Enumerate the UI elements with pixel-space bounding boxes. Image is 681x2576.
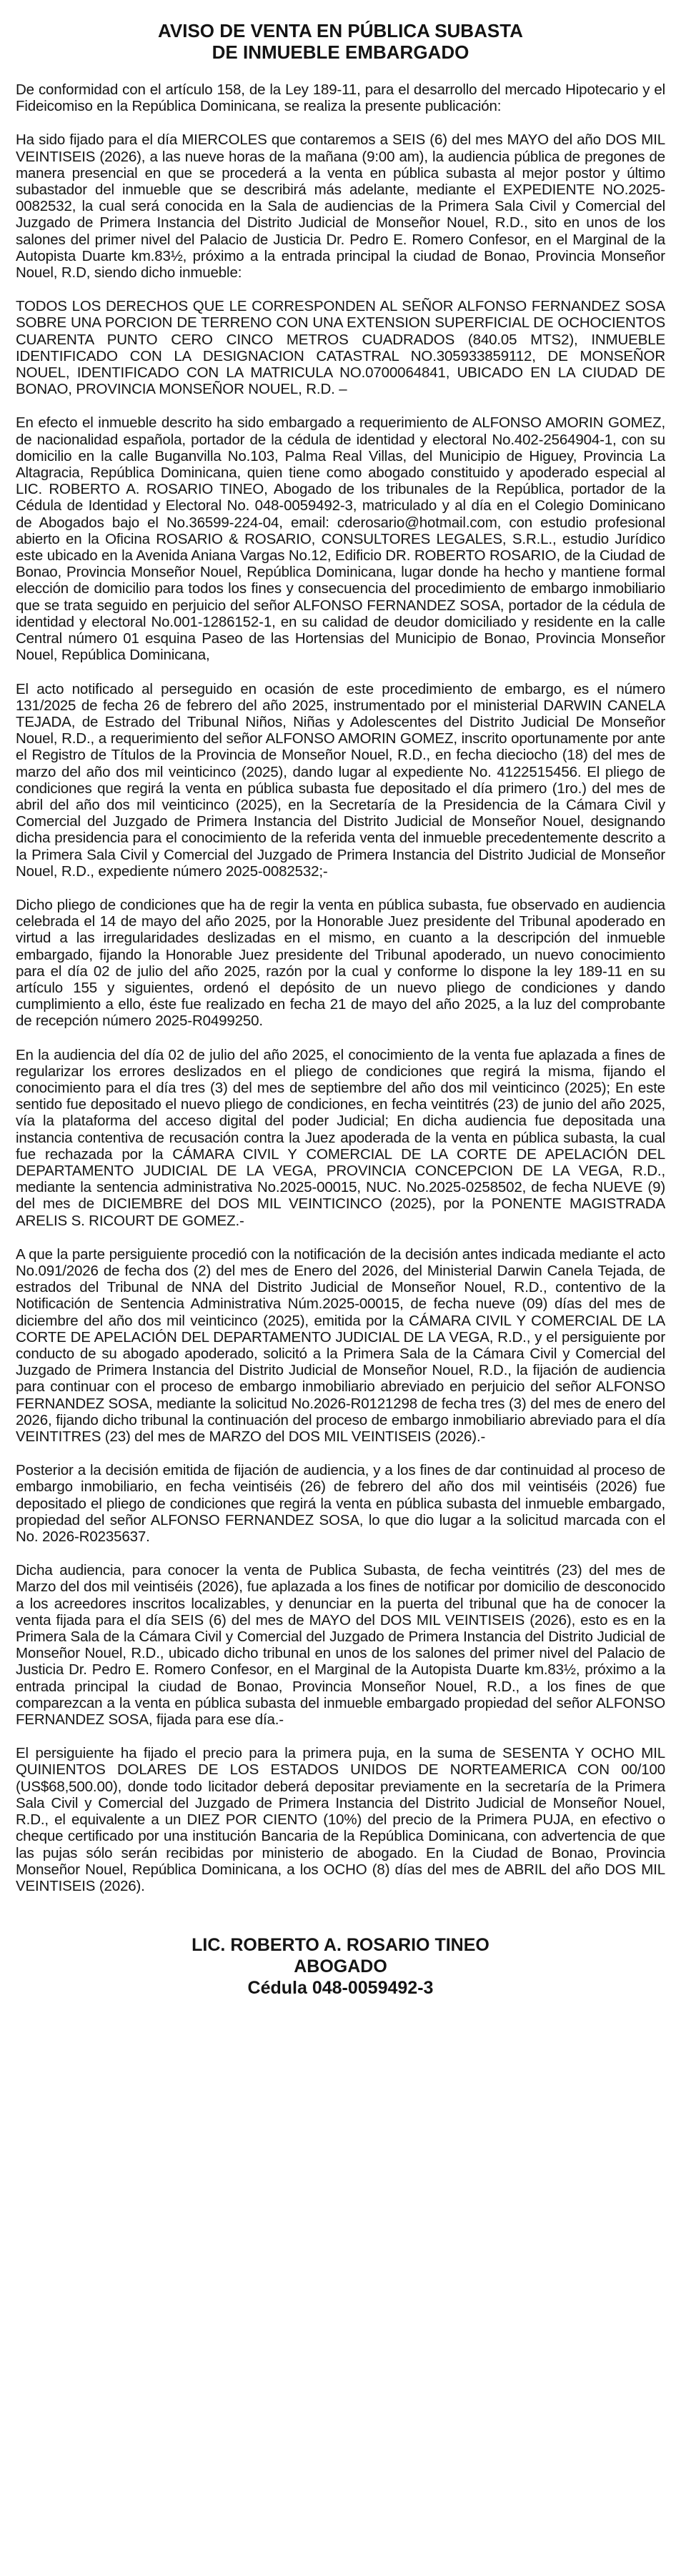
- signatory-name: LIC. ROBERTO A. ROSARIO TINEO: [192, 1935, 489, 1956]
- paragraph-notification-act: El acto notificado al perseguido en ocasión de este procedimiento de embargo, es el número 131/2025 de fecha 26 de febrero del año 2025, instrumentado por el ministerial DARWIN CANELA TEJADA, de Estrado del Tribunal Niños, Niñas y Adolescentes del Distrito Judicial De Monseñor Nouel, R.D., a requerimiento del señor ALFONSO AMORIN GOMEZ, inscrito oportunamente por ante el Registro de Títulos de la Provincia de Monseñor Nouel, R.D., en fecha dieciocho (18) del mes de marzo del año dos mil veinticinco (2025), dando lugar al expediente No. 4122515456. El pliego de condiciones que regirá la venta en pública subasta fue depositado el día primero (1ro.) del mes de abril del año dos mil veinticinco (2025), en la Secretaría de la Presidencia de la Cámara Civil y Comercial del Juzgado de Primera Instancia del Distrito Judicial de Monseñor Nouel, designando dicha presidencia para el conocimiento de la referida venta del inmueble precedentemente descrito a la Primera Sala Civil y Comercial del Juzgado de Primera Instancia del Distrito Judicial de Monseñor Nouel, R.D., expediente número 2025-0082532;-: [16, 680, 665, 880]
- paragraph-seizing-party: En efecto el inmueble descrito ha sido embargado a requerimiento de ALFONSO AMORIN GOMEZ, de nacionalidad española, portador de la cédula de identidad y electoral No.402-2564904-1, con su domicilio en la calle Buganvilla No.103, Palma Real Villas, del Municipio de Higuey, Provincia La Altagracia, República Dominicana, quien tiene como abogado constituido y apoderado especial al LIC. ROBERTO A. ROSARIO TINEO, Abogado de los tribunales de la República, portador de la Cédula de Identidad y Electoral No. 048-0059492-3, matriculado y al día en el Colegio Dominicano de Abogados bajo el No.36599-224-04, email: cderosario@hotmail.com, con estudio profesional abierto en la Oficina ROSARIO & ROSARIO, CONSULTORES LEGALES, S.R.L., estudio Jurídico este ubicado en la Avenida Aniana Vargas No.12, Edificio DR. ROBERTO ROSARIO, de la Ciudad de Bonao, Provincia Monseñor Nouel, República Dominicana, lugar donde ha hecho y mantiene formal elección de domicilio para todos los fines y consecuencia del procedimiento de embargo inmobiliario que se trata seguido en perjuicio del señor ALFONSO FERNANDEZ SOSA, portador de la cédula de identidad y electoral No.001-1286152-1, en su calidad de deudor domiciliado y residente en la calle Central número 01 esquina Paseo de las Hortensias del Municipio de Bonao, Provincia Monseñor Nouel, República Dominicana,: [16, 414, 665, 664]
- paragraph-auction-date: Ha sido fijado para el día MIERCOLES que contaremos a SEIS (6) del mes MAYO del año DOS MIL VEINTISEIS (2026), a las nueve horas de la mañana (9:00 am), la audiencia pública de pregones de manera presencial en que se procederá a la venta en pública subasta al mejor postor y último subastador del inmueble que se describirá más adelante, mediante el EXPEDIENTE NO.2025-0082532, la cual será conocida en la Sala de audiencias de la Primera Sala Civil y Comercial del Juzgado de Primera Instancia del Distrito Judicial de Monseñor Nouel, R.D., sito en unos de los salones del primer nivel del Palacio de Justicia Dr. Pedro E. Romero Confesor, en el Marginal de la Autopista Duarte km.83½, próximo a la entrada principal la ciudad de Bonao, Provincia Monseñor Nouel, R.D, siendo dicho inmueble:: [16, 131, 665, 282]
- paragraph-conditions-observed: Dicho pliego de condiciones que ha de regir la venta en pública subasta, fue observado en audiencia celebrada el 14 de mayo del año 2025, por la Honorable Juez presidente del Tribunal apoderado en virtud a las irregularidades deslizadas en el mismo, en cuanto a la descripción del inmueble embargado, fijando la Honorable Juez presidente del Tribunal apoderado, un nuevo conocimiento para el día 02 de julio del año 2025, razón por la cual y conforme lo dispone la ley 189-11 en su artículo 155 y siguientes, ordenó el depósito de un nuevo pliego de condiciones y dando cumplimiento a ello, éste fue realizado en fecha 21 de mayo del año 2025, a la luz del comprobante de recepción número 2025-R0499250.: [16, 896, 665, 1030]
- paragraph-starting-price: El persiguiente ha fijado el precio para la primera puja, en la suma de SESENTA Y OCHO MIL QUINIENTOS DOLARES DE LOS ESTADOS UNIDOS DE NORTEAMERICA CON 00/100 (US$68,500.00), donde todo licitador deberá depositar previamente en la secretaría de la Primera Sala Civil y Comercial del Juzgado de Primera Instancia del Distrito Judicial de Monseñor Nouel, R.D., el equivalente a un DIEZ POR CIENTO (10%) del precio de la Primera PUJA, en efectivo o cheque certificado por una institución Bancaria de la República Dominicana, con advertencia de que las pujas sólo serán recibidas por ministerio de abogado. En la Ciudad de Bonao, Provincia Monseñor Nouel, República Dominicana, a los OCHO (8) días del mes de ABRIL del año DOS MIL VEINTISEIS (2026).: [16, 1745, 665, 1894]
- notice-title-line-2: DE INMUEBLE EMBARGADO: [212, 41, 469, 63]
- paragraph-conditions-deposit: Posterior a la decisión emitida de fijación de audiencia, y a los fines de dar continuidad al proceso de embargo inmobiliario, en fecha veintiséis (26) de febrero del año dos mil veintiséis (2026) fue depositado el pliego de condiciones que regirá la venta en pública subasta del inmueble embargado, propiedad del señor ALFONSO FERNANDEZ SOSA, lo que dio lugar a la solicitud marcada con el No. 2026-R0235637.: [16, 1462, 665, 1546]
- paragraph-legal-basis: De conformidad con el artículo 158, de la Ley 189-11, para el desarrollo del mercado Hipotecario y el Fideicomiso en la República Dominicana, se realiza la presente publicación:: [16, 81, 665, 115]
- paragraph-new-hearing: Dicha audiencia, para conocer la venta de Publica Subasta, de fecha veintitrés (23) del mes de Marzo del dos mil veintiséis (2026), fue aplazada a los fines de notificar por domicilio de desconocido a los acreedores inscritos localizables, y denunciar en la puerta del tribunal que ha de conocer la venta fijada para el día SEIS (6) del mes de MAYO del DOS MIL VEINTISEIS (2026), esto es en la Primera Sala de la Cámara Civil y Comercial del Juzgado de Primera Instancia del Distrito Judicial de Monseñor Nouel, R.D., ubicado dicho tribunal en unos de los salones del primer nivel del Palacio de Justicia Dr. Pedro E. Romero Confesor, en el Marginal de la Autopista Duarte km.83½, próximo a la entrada principal la ciudad de Bonao, Provincia Monseñor Nouel, R.D., a los fines de que comparezcan a la venta en pública subasta del inmueble embargado propiedad del señor ALFONSO FERNANDEZ SOSA, fijada para ese día.-: [16, 1562, 665, 1729]
- paragraph-property-description: TODOS LOS DERECHOS QUE LE CORRESPONDEN AL SEÑOR ALFONSO FERNANDEZ SOSA SOBRE UNA PORCION DE TERRENO CON UNA EXTENSION SUPERFICIAL DE OCHOCIENTOS CUARENTA PUNTO CERO CINCO METROS CUADRADOS (840.05 MTS2), INMUEBLE IDENTIFICADO CON LA DESIGNACION CATASTRAL NO.305933859112, DE MONSEÑOR NOUEL, IDENTIFICADO CON LA MATRICULA NO.0700064841, UBICADO EN LA CIUDAD DE BONAO, PROVINCIA MONSEÑOR NOUEL, R.D. –: [16, 298, 665, 398]
- signatory-id: Cédula 048-0059492-3: [247, 1978, 434, 1999]
- paragraph-decision-notification: A que la parte persiguiente procedió con la notificación de la decisión antes indicada mediante el acto No.091/2026 de fecha dos (2) del mes de Enero del 2026, del Ministerial Darwin Canela Tejada, de estrados del Tribunal de NNA del Distrito Judicial de Monseñor Nouel, R.D., contentivo de la Notificación de Sentencia Administrativa Núm.2025-00015, de fecha nueve (09) días del mes de diciembre del año dos mil veinticinco (2025), emitida por la CÁMARA CIVIL Y COMERCIAL DE LA CORTE DE APELACIÓN DEL DEPARTAMENTO JUDICIAL DE LA VEGA, R.D., y el persiguiente por conducto de su abogado apoderado, solicitó a la Primera Sala de la Cámara Civil y Comercial del Juzgado de Primera Instancia del Distrito Judicial de Monseñor Nouel, R.D., la fijación de audiencia para continuar con el proceso de embargo inmobiliario abreviado en perjuicio del señor ALFONSO FERNANDEZ SOSA, mediante la solicitud No.2026-R0121298 de fecha tres (3) del mes de enero del 2026, fijando dicho tribunal la continuación del proceso de embargo inmobiliario abreviado para el día VEINTITRES (23) del mes de MARZO del DOS MIL VEINTISEIS (2026).-: [16, 1245, 665, 1446]
- paragraph-hearing-postponed: En la audiencia del día 02 de julio del año 2025, el conocimiento de la venta fue aplazada a fines de regularizar los errores deslizados en el pliego de condiciones que regirá la misma, fijando el conocimiento para el día tres (3) del mes de septiembre del año dos mil veinticinco (2025); En este sentido fue depositado el nuevo pliego de condiciones, en fecha veintitrés (23) de junio del año 2025, vía la plataforma del acceso digital del poder Judicial; En dicha audiencia fue depositada una instancia contentiva de recusación contra la Juez apoderada de la venta en pública subasta, la cual fue rechazada por la CÁMARA CIVIL Y COMERCIAL DE LA CORTE DE APELACIÓN DEL DEPARTAMENTO JUDICIAL DE LA VEGA, PROVINCIA CONCEPCION DE LA VEGA, R.D., mediante la sentencia administrativa No.2025-00015, NUC. No.2025-0258502, de fecha NUEVE (9) del mes de DICIEMBRE del DOS MIL VEINTICINCO (2025), por la PONENTE MAGISTRADA ARELIS S. RICOURT DE GOMEZ.-: [16, 1046, 665, 1229]
- signatory-role: ABOGADO: [294, 1956, 387, 1977]
- signature-block: [16, 1934, 665, 1999]
- notice-title-line-1: AVISO DE VENTA EN PÚBLICA SUBASTA: [158, 20, 523, 41]
